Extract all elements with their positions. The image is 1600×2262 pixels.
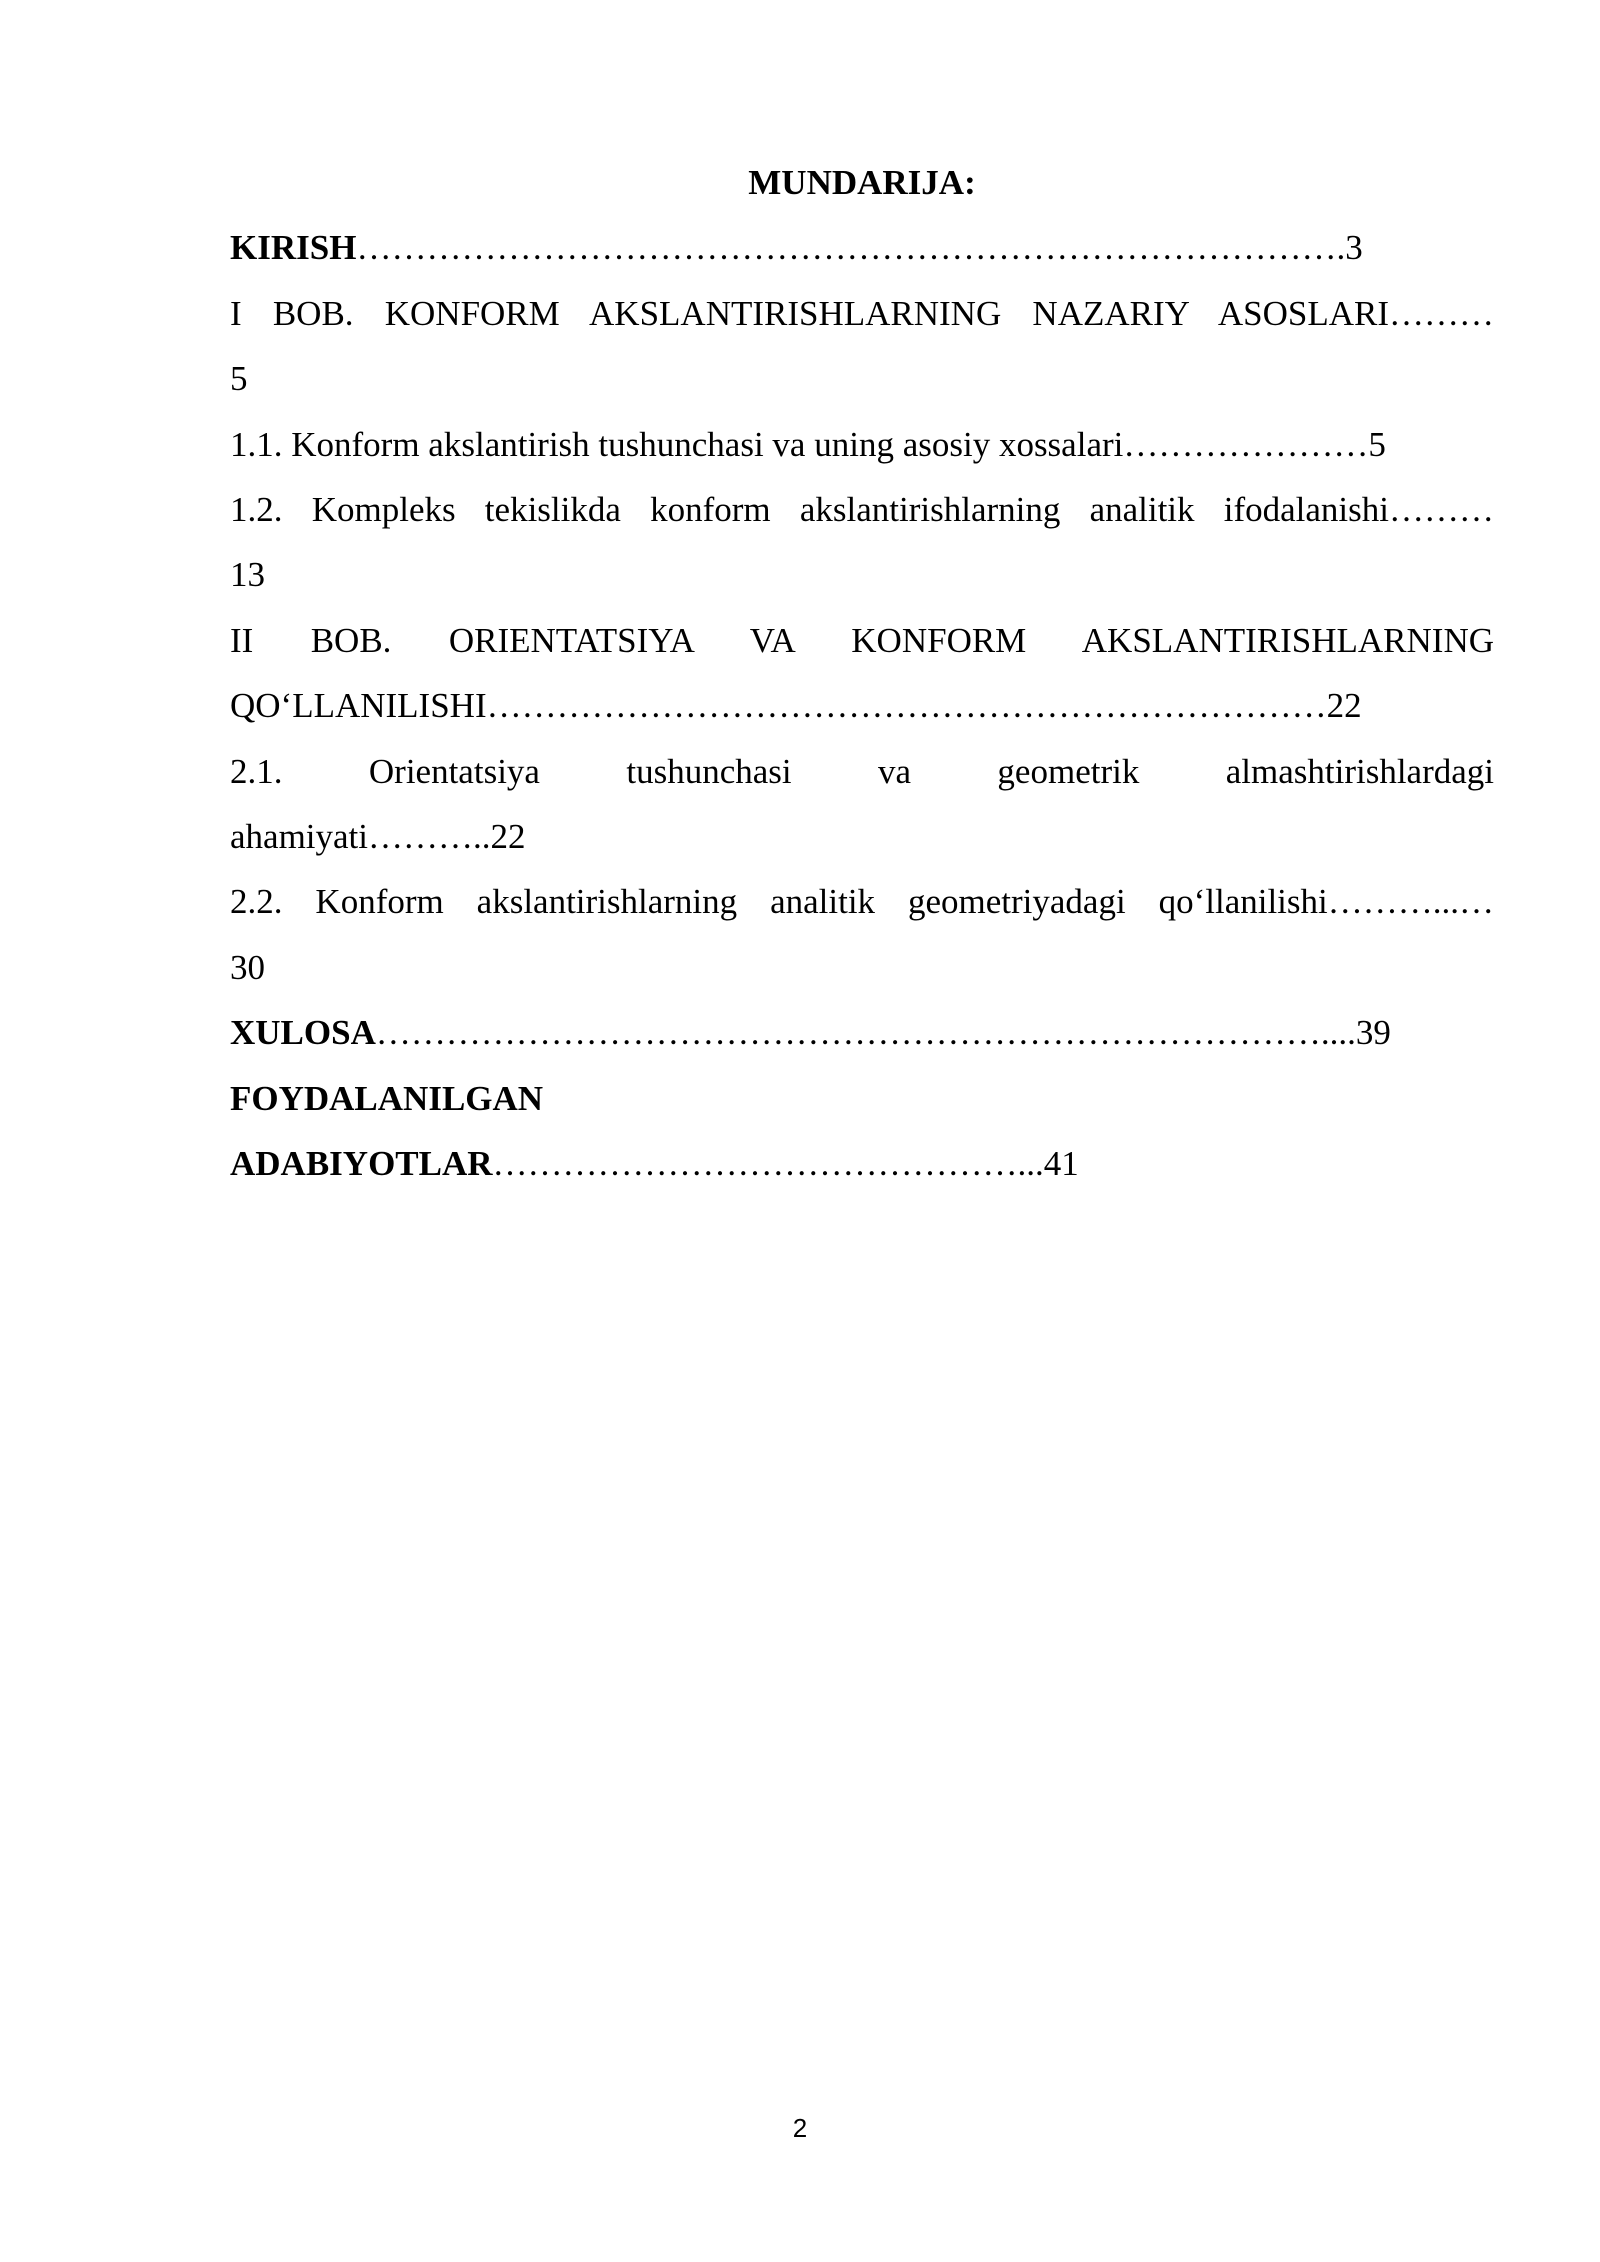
toc-entry-leader: ………………………………………... [492,1144,1044,1184]
toc-entry-label: 1.1. Konform akslantirish tushunchasi va uning asosiy xossalari [230,424,1124,464]
toc-entry-label: 2.2. Konform akslantirishlarning analitik geometriyadagi qo‘llanilishi [230,882,1328,922]
toc-entry-page: 5 [1368,424,1386,464]
toc-entry-label: KIRISH [230,228,357,268]
toc-entry-chapter-2 [230,608,1494,739]
toc-entry-section-2-2 [230,869,1494,1000]
toc-entry-leader: ………………… [1123,424,1369,464]
toc-entry-label-continued: ahamiyati [230,817,369,857]
toc-entry-label: I BOB. KONFORM AKSLANTIRISHLARNING NAZARIY ASOSLARI [230,293,1389,333]
toc-entry-page: 13 [230,555,265,595]
toc-entry-leader: …………………………………………………………………………. [356,228,1346,268]
table-of-contents [230,150,1494,1196]
toc-entry-leader: ……… [1389,490,1494,530]
toc-entry-label: II BOB. ORIENTATSIYA VA KONFORM AKSLANTIRISHLARNING [230,620,1494,660]
toc-entry-label-continued: ADABIYOTLAR [230,1144,493,1184]
toc-entry-page: 39 [1355,1013,1391,1053]
toc-entry-leader: ……………………………………………………………… [486,686,1327,726]
toc-entry-leader: ……….. [368,817,491,857]
toc-entry-leader: ……… [1389,293,1494,333]
toc-entry-label-continued: QO‘LLANILISHI [230,686,487,726]
toc-entry-chapter-1 [230,281,1494,412]
toc-entry-page: 3 [1345,228,1363,268]
page-number: 2 [792,2113,808,2143]
toc-entry-label: 2.1. Orientatsiya tushunchasi va geometrik almashtirishlardagi [230,751,1494,791]
toc-entry-leader: ……………………………………………………………………….... [375,1013,1356,1053]
toc-entry-references [230,1066,1494,1197]
toc-entry-section-1-1 [230,412,1494,477]
toc-entry-label: 1.2. Kompleks tekislikda konform akslantirishlarning analitik ifodalanishi [230,490,1389,530]
toc-entry-section-2-1 [230,739,1494,870]
toc-title: MUNDARIJA: [748,163,976,202]
toc-entry-label: XULOSA [230,1013,376,1053]
toc-entry-xulosa [230,1000,1494,1065]
toc-entry-page: 41 [1043,1144,1079,1184]
toc-entry-page: 22 [1326,686,1362,726]
toc-entry-kirish [230,215,1494,280]
toc-entry-page: 22 [490,817,526,857]
toc-entry-label: FOYDALANILGAN [230,1078,544,1118]
toc-entry-page: 5 [230,359,248,399]
toc-entry-page: 30 [230,947,265,987]
toc-entry-leader: ………...… [1327,882,1494,922]
toc-entry-section-1-2 [230,477,1494,608]
